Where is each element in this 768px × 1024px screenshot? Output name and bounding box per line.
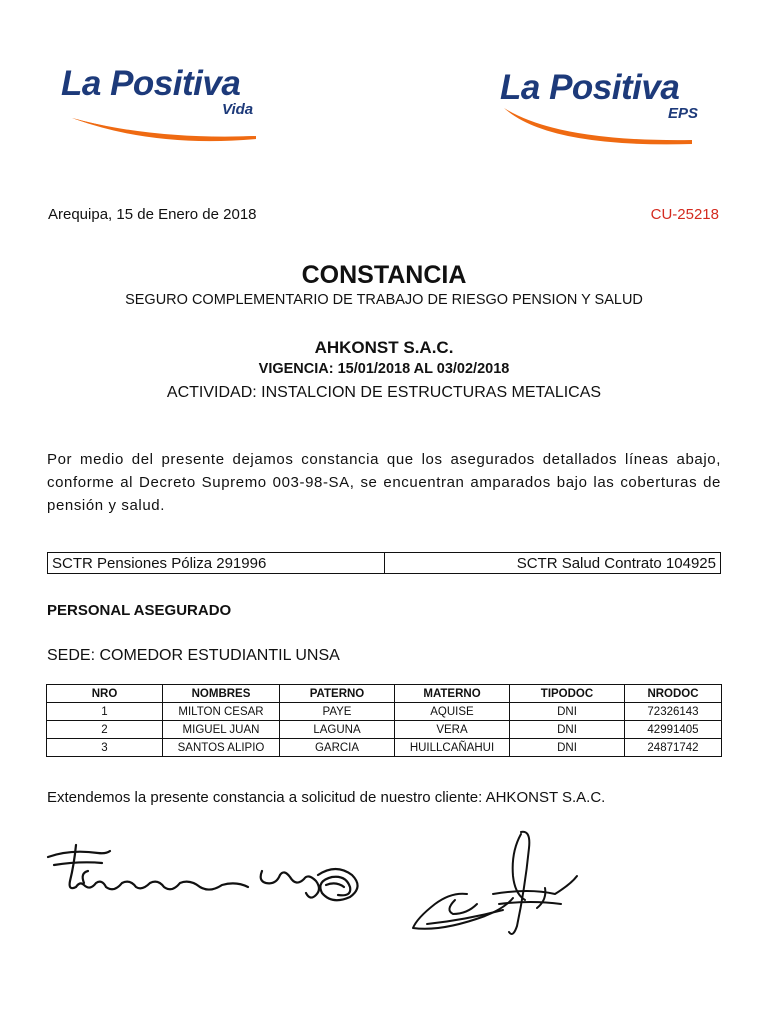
cell-nrodoc: 42991405 [625,721,722,739]
signature-left [40,835,370,910]
cell-materno: HUILLCAÑAHUI [395,739,510,757]
place-date: Arequipa, 15 de Enero de 2018 [48,206,257,223]
logo-sub-text: Vida [222,101,254,118]
cell-paterno: LAGUNA [280,721,395,739]
logo-swoosh-icon [498,64,708,149]
actividad: ACTIVIDAD: INSTALCION DE ESTRUCTURAS METALICAS [166,384,602,401]
policy-box [47,552,721,574]
logo-swoosh-icon [58,60,268,145]
logo-sub-text: EPS [668,105,699,122]
logo-la-positiva-eps [498,64,708,149]
table-row [47,739,722,757]
vigencia: VIGENCIA: 15/01/2018 AL 03/02/2018 [258,361,510,377]
company-name: AHKONST S.A.C. [314,338,454,357]
cell-materno: VERA [395,721,510,739]
cell-nro: 3 [47,739,163,757]
col-header: TIPODOC [510,685,625,703]
cell-nrodoc: 24871742 [625,739,722,757]
cell-nrodoc: 72326143 [625,703,722,721]
col-header: NRODOC [625,685,722,703]
personal-heading: PERSONAL ASEGURADO [47,602,232,619]
cell-paterno: PAYE [280,703,395,721]
table-row [47,721,722,739]
col-header: NOMBRES [163,685,280,703]
logo-la-positiva-vida [58,60,268,145]
signature-right [405,828,595,940]
closing-statement: Extendemos la presente constancia a solicitud de nuestro cliente: AHKONST S.A.C. [47,789,606,806]
cell-nro: 2 [47,721,163,739]
cell-nombres: MILTON CESAR [163,703,280,721]
policy-pension: SCTR Pensiones Póliza 291996 [48,553,385,573]
col-header: MATERNO [395,685,510,703]
table-row [47,703,722,721]
cell-tipodoc: DNI [510,703,625,721]
cell-nombres: SANTOS ALIPIO [163,739,280,757]
col-header: PATERNO [280,685,395,703]
document-subtitle: SEGURO COMPLEMENTARIO DE TRABAJO DE RIESGO PENSION Y SALUD [125,292,643,308]
cell-tipodoc: DNI [510,739,625,757]
logo-brand-text: La Positiva [500,68,680,107]
document-title: CONSTANCIA [301,261,467,289]
cell-nombres: MIGUEL JUAN [163,721,280,739]
cell-nro: 1 [47,703,163,721]
policy-salud: SCTR Salud Contrato 104925 [516,554,716,572]
cell-tipodoc: DNI [510,721,625,739]
sede: SEDE: COMEDOR ESTUDIANTIL UNSA [47,647,340,664]
document-code: CU-25218 [650,206,719,223]
insured-table [46,684,722,757]
cell-materno: AQUISE [395,703,510,721]
col-header: NRO [47,685,163,703]
cell-paterno: GARCIA [280,739,395,757]
table-header-row [47,685,722,703]
logo-brand-text: La Positiva [61,64,241,103]
intro-paragraph: Por medio del presente dejamos constancia que los asegurados detallados líneas abajo, conforme al Decreto Supremo 003-98-SA, se encuentran amparados bajo las coberturas de pensión y salud. [47,451,721,514]
